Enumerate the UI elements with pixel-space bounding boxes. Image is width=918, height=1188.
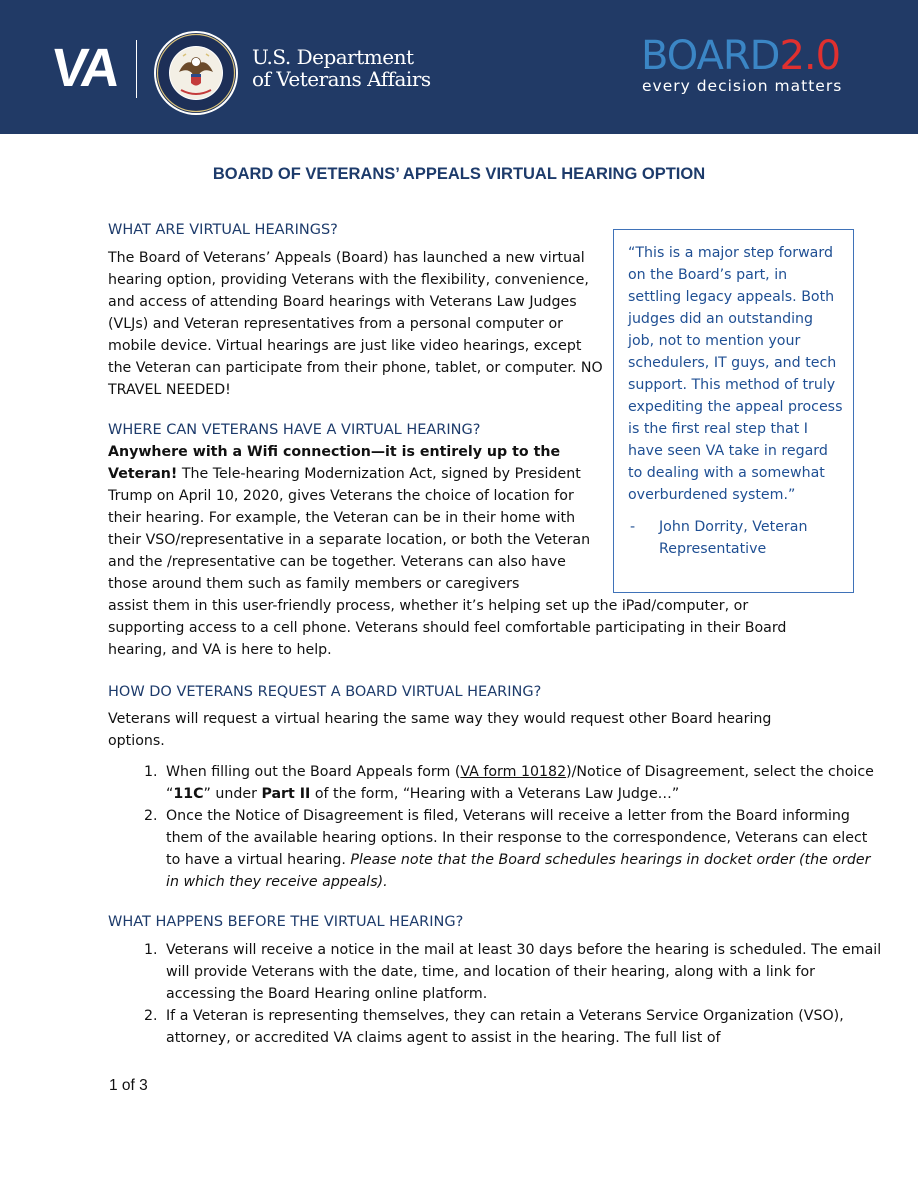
quote-dash: - — [630, 519, 636, 535]
department-seal-icon — [153, 30, 239, 116]
before-step-1: 1. Veterans will receive a notice in the mail at least 30 days before the hearing is scheduled. The email will provide Veterans with the date, time, and location of their hearing, along with a link for accessing the Board Hearing online platform. — [162, 939, 882, 1005]
logo-divider — [136, 40, 137, 98]
before-step-2: 2. If a Veteran is representing themselves, they can retain a Veterans Service Organization (VSO), attorney, or accredited VA claims agent to assist in the hearing. The full list of — [162, 1005, 882, 1049]
board-logo-version: 2.0 — [779, 33, 841, 79]
department-name-line2: of Veterans Affairs — [252, 67, 431, 91]
before-hearing-steps-list — [108, 939, 882, 1049]
step1-text-d: of the form, “Hearing with a Veterans Law Judge…” — [310, 786, 680, 802]
paragraph-what-are-virtual-hearings: The Board of Veterans’ Appeals (Board) has launched a new virtual hearing option, providing Veterans with the flexibility, convenience, and access of attending Board hearings with Veterans Law Judges (VLJs) and Veteran representatives from a personal computer or mobile device. Virtual hearings are just like video hearings, except the Veteran can participate from their phone, tablet, or computer. NO TRAVEL NEEDED! — [108, 250, 603, 398]
step1-choice: 11C — [173, 786, 204, 802]
step2-note: Please note that the Board schedules hearings in docket order (the order in which they receive appeals). — [166, 852, 871, 890]
department-name-line1: U.S. Department — [252, 45, 414, 69]
paragraph-where-continued: assist them in this user-friendly process, whether it’s helping set up the iPad/computer, or supporting access to a cell phone. Veterans should feel comfortable participating in their Board hearing, and VA is here to help. — [108, 598, 787, 658]
va-logo: VA — [48, 38, 121, 98]
va-form-10182-link[interactable]: VA form 10182 — [460, 764, 567, 780]
request-step-1 — [162, 761, 882, 805]
header-banner — [0, 0, 918, 134]
paragraph-request-intro: Veterans will request a virtual hearing the same way they would request other Board hearing options. — [108, 711, 772, 749]
quote-attribution: John Dorrity, Veteran Representative — [659, 519, 808, 557]
step1-part: Part II — [261, 786, 311, 802]
step2-text: Once the Notice of Disagreement is filed, Veterans will receive a letter from the Board informing them of the available hearing options. In their response to the correspondence, Veterans can elect to have a virtual hearing. — [166, 808, 868, 868]
board-logo-main: BOARD — [641, 33, 780, 79]
quote-box — [613, 229, 854, 593]
heading-where-can-veterans-have: WHERE CAN VETERANS HAVE A VIRTUAL HEARING? — [108, 422, 481, 438]
board-logo — [641, 32, 840, 80]
department-name — [252, 46, 431, 90]
request-step-2 — [162, 805, 882, 893]
quote-text: “This is a major step forward on the Board’s part, in settling legacy appeals. Both judges did an outstanding job, not to mention your schedulers, IT guys, and tech support. This method of truly expediting the appeal process is the first real step that I have seen VA take in regard to dealing with a somewhat overburdened system.” — [628, 245, 843, 503]
step1-text-a: When filling out the Board Appeals form ( — [166, 764, 461, 780]
step1-text-b: )/Notice of Disagreement, select the choice “ — [166, 764, 874, 802]
step1-text-c: ” under — [203, 786, 262, 802]
page-number: 1 of 3 — [109, 1077, 148, 1094]
bold-lead-text: Anywhere with a Wifi connection—it is entirely up to the Veteran! — [108, 444, 561, 482]
board-tagline: every decision matters — [642, 77, 843, 95]
request-steps-list — [108, 761, 882, 893]
heading-what-are-virtual-hearings: WHAT ARE VIRTUAL HEARINGS? — [108, 222, 338, 238]
heading-what-happens-before: WHAT HAPPENS BEFORE THE VIRTUAL HEARING? — [108, 914, 464, 930]
where-body-text: The Tele-hearing Modernization Act, signed by President Trump on April 10, 2020, gives Veterans the choice of location for their hearing. For example, the Veteran can be in their home with their VSO/representative in a separate location, or both the Veteran and the /representative can be together. Veterans can also have those around them such as family members or caregivers — [108, 466, 591, 592]
document-title: BOARD OF VETERANS’ APPEALS VIRTUAL HEARING OPTION — [212, 165, 706, 183]
quote-attribution-block — [628, 516, 843, 560]
paragraph-where-can-veterans-have — [108, 441, 598, 595]
heading-how-do-veterans-request: HOW DO VETERANS REQUEST A BOARD VIRTUAL HEARING? — [108, 684, 542, 700]
